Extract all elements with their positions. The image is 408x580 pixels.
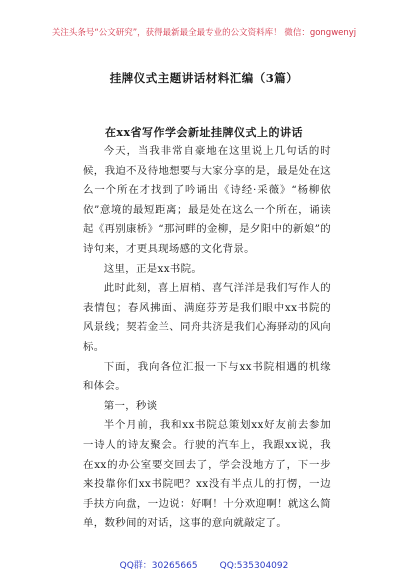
speech-body xyxy=(83,142,331,534)
paragraph: 下面，我向各位汇报一下与xx书院相遇的机缘和体会。 xyxy=(83,360,331,393)
footer-contact xyxy=(0,558,408,571)
paragraph: 这里，正是xx书院。 xyxy=(103,262,203,275)
speech-title: 在xx省写作学会新址挂牌仪式上的讲话 xyxy=(104,126,304,139)
paragraph: 今天，当我非常自豪地在这里说上几句话的时候，我迫不及待地想要与大家分享的是，最是处在这么一个所在才找到了吟诵出《诗经·采薇》“杨柳依依”意境的最短距离；最是处在这么一个所在，诵读起《再别康桥》“那河畔的金柳，是夕阳中的新娘”的诗句来，才更具现场感的文化背景。 xyxy=(83,145,331,255)
header-banner: 关注头条号“公文研究”，获得最新最全最专业的公文资料库！ 微信：gongwenyj xyxy=(51,28,357,38)
document-title: 挂牌仪式主题讲话材料汇编（3篇） xyxy=(109,71,299,85)
qq-group-number: QQ群：30265665 xyxy=(119,561,198,571)
qq-number: QQ:535304092 xyxy=(219,561,289,571)
section-heading: 第一，秒谈 xyxy=(103,399,158,412)
paragraph: 半个月前，我和xx书院总策划xx好友前去参加一诗人的诗友聚会。行驶的汽车上，我跟xx说，我在xx的办公室要交回去了，学会没地方了，下一步来投靠你们xx书院吧？xx没有半点儿的打愣，一边手扶方向盘，一边说：好啊！十分欢迎啊！就这么简单，数秒间的对话，这事的意向就敲定了。 xyxy=(83,419,331,530)
paragraph: 此时此刻，喜上眉梢、喜气洋洋是我们写作人的表情包；春风拂面、满庭芬芳是我们眼中xx书院的风景线；契若金兰、同舟共济是我们心海驿动的风向标。 xyxy=(83,282,331,353)
